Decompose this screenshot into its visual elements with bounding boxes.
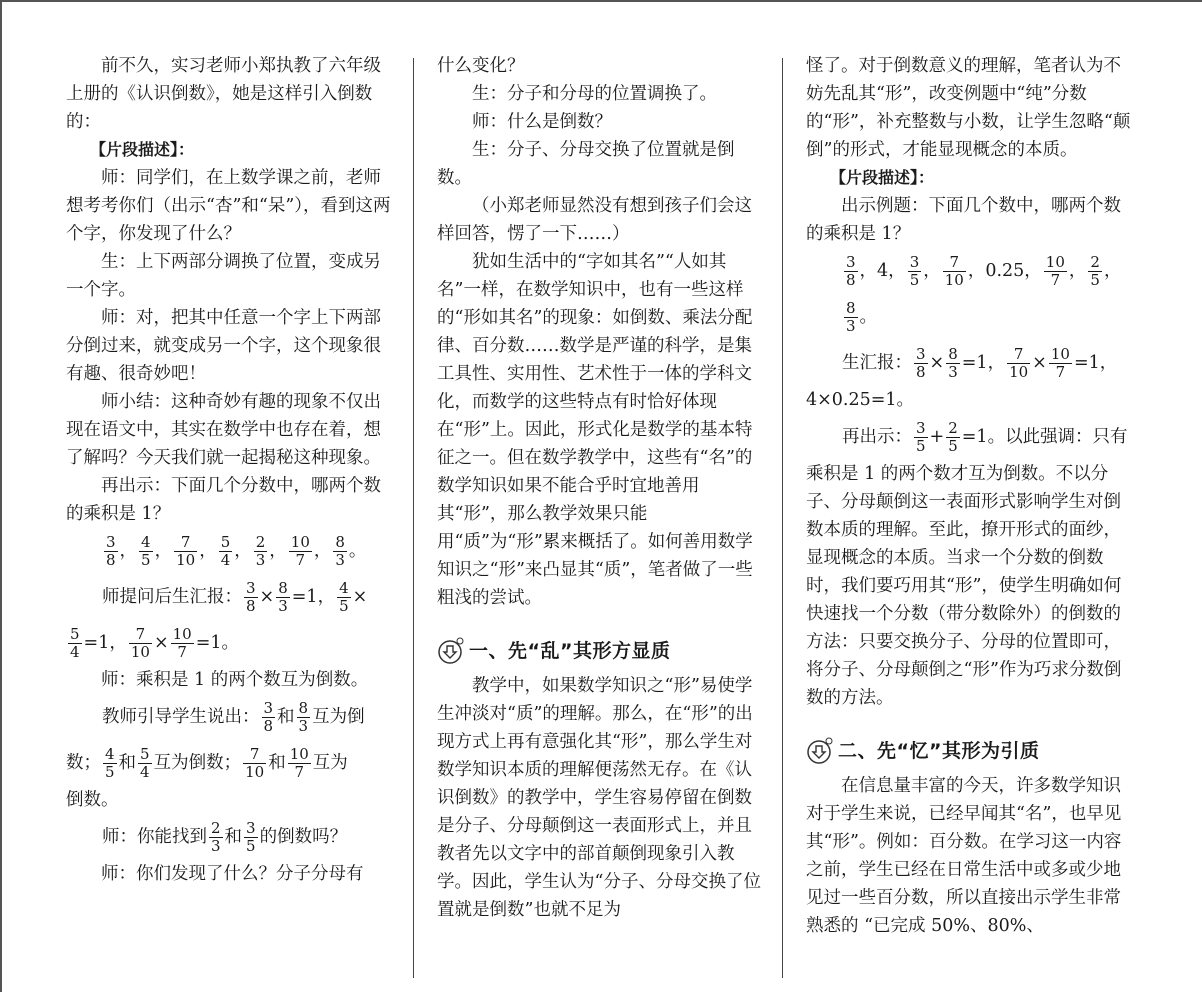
text: 和 xyxy=(118,753,137,773)
equals: =1。 xyxy=(195,633,240,653)
paragraph: 生：上下两部分调换了位置，变成另一个字。 xyxy=(66,252,381,300)
equals: =1， xyxy=(1073,353,1118,373)
fraction: $\frac{8}{3}$ xyxy=(846,299,856,335)
paragraph: 出示例题：下面几个数中，哪两个数的乘积是 1？ xyxy=(806,196,1121,244)
paragraph: 教学中，如果数学知识之“形”易使学生冲淡对“质”的理解。那么，在“形”的出现方式上再有意强化其“形”，那么学生对数学知识本质的理解便荡然无存。在《认识倒数》的教学中，学生容易停留在倒数是分子、分母颠倒这一表面形式上，并且教者先以文字中的部首颠倒现象引入教学。因此，学生认为“分子、分母交换了位置就是倒数”也就不足为 xyxy=(437,676,761,920)
separator: ， xyxy=(154,541,173,561)
fraction: $\frac{8}{3}$ xyxy=(335,533,345,569)
down-arrow-circle-icon xyxy=(806,737,834,765)
fraction: $\frac{2}{3}$ xyxy=(255,533,266,569)
equals: =1， xyxy=(291,587,336,607)
paragraph: 师：乘积是 1 的两个数互为倒数。 xyxy=(101,670,369,690)
paragraph: 师小结：这种奇妙有趣的现象不仅出现在语文中，其实在数学中也存在着，想了解吗？今天我们就一起揭秘这种现象。 xyxy=(66,392,381,468)
page-border-top xyxy=(0,0,1202,2)
fraction: $\frac{8}{3}$ xyxy=(948,345,958,381)
text: 互为倒数； xyxy=(153,753,242,773)
page-border-left xyxy=(0,0,2,992)
column-divider xyxy=(413,58,414,978)
fraction: $\frac{3}{8}$ xyxy=(846,253,856,289)
fraction: $\frac{7}{10}$ xyxy=(245,745,265,781)
fraction: $\frac{4}{5}$ xyxy=(339,579,349,615)
fraction: $\frac{3}{5}$ xyxy=(246,819,256,855)
fraction: $\frac{3}{8}$ xyxy=(263,699,274,735)
paragraph: 师：你们发现了什么？分子分母有 xyxy=(101,864,364,884)
separator: 。 xyxy=(859,307,878,327)
paragraph: 怪了。对于倒数意义的理解，笔者认为不妨先乱其“形”，改变例题中“纯”分数的“形”，补充整数与小数，让学生忽略“颠倒”的形式，才能显现概念的本质。 xyxy=(806,56,1131,160)
times-sign: × xyxy=(1032,353,1047,373)
fraction: $\frac{5}{4}$ xyxy=(70,625,80,661)
fraction: $\frac{2}{5}$ xyxy=(948,419,958,455)
fraction: $\frac{2}{5}$ xyxy=(1090,253,1100,289)
fraction: $\frac{3}{5}$ xyxy=(909,253,920,289)
separator: ， xyxy=(313,541,332,561)
separator: ， xyxy=(923,261,941,281)
fraction: $\frac{10}{7}$ xyxy=(172,625,192,661)
paragraph: 乘积是 1 的两个数才互为倒数。不以分子、分母颠倒这一表面形式影响学生对倒数本质的理解。至此，撩开形式的面纱，显现概念的本质。当求一个分数的倒数时，我们要巧用其“形”，使学生明确如何快速找一个分数（带分数除外）的倒数的方法：只要交换分子、分母的位置即可，将分子、分母颠倒之“形”作为巧求分数倒数的方法。 xyxy=(806,464,1122,708)
heading-text: 二、先“忆”其形为引质 xyxy=(838,740,1040,762)
fraction: $\frac{8}{3}$ xyxy=(298,699,309,735)
text: 再出示： xyxy=(842,427,912,447)
fraction: $\frac{4}{5}$ xyxy=(141,533,151,569)
paragraph: 在信息量丰富的今天，许多数学知识对于学生来说，已经早闻其“名”，也早见其“形”。例如：百分数。在学习这一内容之前，学生已经在日常生活中或多或少地见过一些百分数，所以直接出示学生非常熟悉的 “已完成 50%、80%、 xyxy=(806,776,1122,936)
section-label: 【片段描述】： xyxy=(90,140,195,159)
fraction: $\frac{10}{7}$ xyxy=(290,533,310,569)
text: 数； xyxy=(66,753,101,773)
paragraph: 生：分子和分母的位置调换了。 xyxy=(472,84,717,104)
paragraph: 4×0.25=1。 xyxy=(806,390,915,410)
separator: ，4， xyxy=(859,261,906,281)
paragraph: 什么变化？ xyxy=(437,56,525,76)
separator: 。 xyxy=(348,541,367,561)
paragraph: 再出示：下面几个分数中，哪两个数的乘积是 1？ xyxy=(66,476,381,524)
fraction: $\frac{8}{3}$ xyxy=(278,579,288,615)
paragraph: 前不久，实习老师小郑执教了六年级上册的《认识倒数》，她是这样引入倒数的： xyxy=(66,56,381,132)
text: 互为 xyxy=(312,753,348,773)
separator: ，0.25， xyxy=(967,261,1042,281)
down-arrow-circle-icon xyxy=(437,637,465,665)
fraction: $\frac{7}{10}$ xyxy=(130,625,150,661)
column-2 xyxy=(437,52,763,992)
text: 师：你能找到 xyxy=(102,827,207,847)
paragraph: 犹如生活中的“字如其名”“人如其名”一样，在数学知识中，也有一些这样的“形如其名”的现象：如倒数、乘法分配律、百分数……数学是严谨的科学，是集工具性、实用性、艺术性于一体的学科文化，而数学的这些特点有时恰好体现在“形”上。因此，形式化是数学的基本特征之一。但在数学教学中，这些有“名”的数学知识如果不能合乎时宜地善用其“形”，那么教学效果只能用“质”为“形”累来概括了。如何善用数学知识之“形”来凸显其“质”，笔者做了一些粗浅的尝试。 xyxy=(437,252,753,608)
paragraph: （小郑老师显然没有想到孩子们会这样回答，愣了一下……） xyxy=(437,196,752,244)
report-line xyxy=(66,574,396,620)
fraction: $\frac{7}{10}$ xyxy=(176,533,196,569)
paragraph: 师：对，把其中任意一个字上下两部分倒过来，就变成另一个字，这个现象很有趣、很奇妙吧！ xyxy=(66,308,381,384)
fraction: $\frac{3}{5}$ xyxy=(916,419,926,455)
column-1 xyxy=(66,52,396,992)
section-heading xyxy=(437,634,763,668)
report-prefix: 生汇报： xyxy=(842,353,912,373)
text: =1。以此强调：只有 xyxy=(961,427,1128,447)
column-divider xyxy=(782,58,783,978)
separator: ， xyxy=(1103,261,1122,281)
text: 的倒数吗？ xyxy=(259,827,348,847)
section-label: 【片段描述】： xyxy=(830,168,935,187)
heading-text: 一、先“乱”其形方显质 xyxy=(469,640,671,662)
times-sign: × xyxy=(352,587,368,607)
fraction: $\frac{5}{4}$ xyxy=(140,745,150,781)
fraction: $\frac{3}{8}$ xyxy=(916,345,926,381)
equals: =1， xyxy=(83,633,127,653)
text: 和 xyxy=(224,827,243,847)
fraction: $\frac{2}{3}$ xyxy=(211,819,221,855)
separator: ， xyxy=(119,541,138,561)
text: 互为倒 xyxy=(312,707,365,727)
text: 和 xyxy=(268,753,286,773)
sum-line xyxy=(806,414,1132,460)
fraction: $\frac{5}{4}$ xyxy=(220,533,231,569)
times-sign: × xyxy=(259,587,275,607)
report-prefix: 师提问后生汇报： xyxy=(102,587,242,607)
number-list xyxy=(806,248,1132,340)
guided-line xyxy=(66,740,396,786)
separator: ， xyxy=(234,541,252,561)
times-sign: × xyxy=(153,633,169,653)
separator: ， xyxy=(199,541,217,561)
fraction: $\frac{3}{8}$ xyxy=(246,579,256,615)
plus-sign: + xyxy=(929,427,945,447)
fraction: $\frac{7}{10}$ xyxy=(1009,345,1029,381)
paragraph: 师：同学们，在上数学课之前，老师想考考你们（出示“杏”和“呆”），看到这两个字，你发现了什么？ xyxy=(66,168,391,244)
guided-prefix: 教师引导学生说出： xyxy=(102,707,260,727)
times-sign: × xyxy=(929,353,945,373)
report-line xyxy=(66,620,396,666)
fraction: $\frac{4}{5}$ xyxy=(105,745,115,781)
fraction: $\frac{10}{7}$ xyxy=(1050,345,1070,381)
fraction: $\frac{10}{7}$ xyxy=(289,745,309,781)
section-heading xyxy=(806,734,1132,768)
paragraph: 生：分子、分母交换了位置就是倒数。 xyxy=(437,140,735,188)
separator: ， xyxy=(1068,261,1087,281)
column-3 xyxy=(806,52,1132,992)
report-line xyxy=(806,340,1132,386)
fraction: $\frac{10}{7}$ xyxy=(1045,253,1065,289)
separator: ， xyxy=(269,541,287,561)
text: 和 xyxy=(277,707,295,727)
paragraph: 倒数。 xyxy=(66,790,119,810)
equals: =1， xyxy=(961,353,1006,373)
question-line xyxy=(66,814,396,860)
paragraph: 师：什么是倒数？ xyxy=(472,112,612,132)
guided-line xyxy=(66,694,396,740)
fraction: $\frac{3}{8}$ xyxy=(106,533,116,569)
fraction: $\frac{7}{10}$ xyxy=(944,253,964,289)
fraction-list xyxy=(66,528,396,574)
